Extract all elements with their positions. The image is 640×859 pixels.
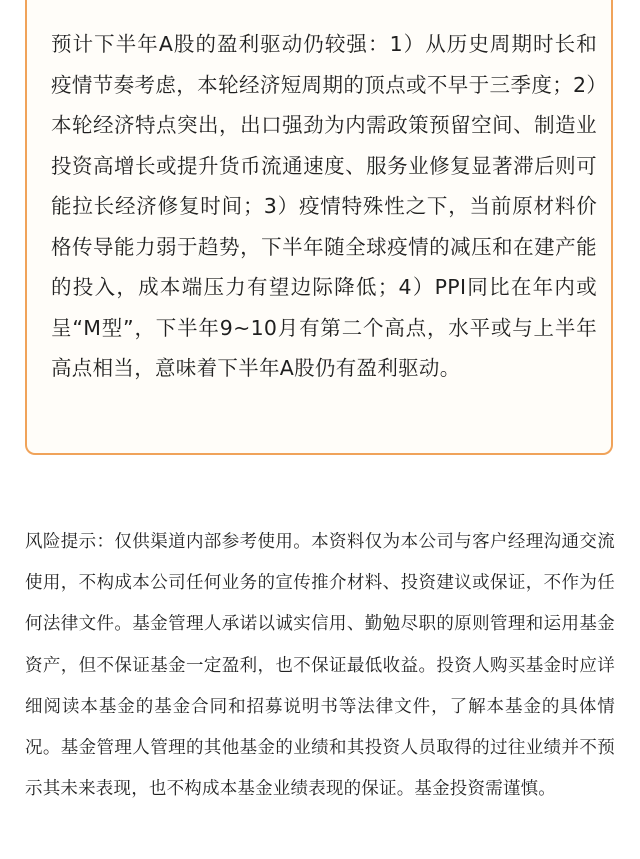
risk-notice-paragraph: 风险提示：仅供渠道内部参考使用。本资料仅为本公司与客户经理沟通交流使用，不构成本公司任何业务的宣传推介材料、投资建议或保证，不作为任何法律文件。基金管理人承诺以诚实信用、勤勉尽职的原则管理和运用基金资产，但不保证基金一定盈利，也不保证最低收益。投资人购买基金时应详细阅读本基金的基金合同和招募说明书等法律文件，了解本基金的具体情况。基金管理人管理的其他基金的业绩和其投资人员取得的过往业绩并不预示其未来表现，也不构成本基金业绩表现的保证。基金投资需谨慎。 <box>25 532 615 800</box>
highlight-box <box>25 0 613 455</box>
highlight-paragraph: 预计下半年A股的盈利驱动仍较强：1）从历史周期时长和疫情节奏考虑，本轮经济短周期的顶点或不早于三季度；2）本轮经济特点突出，出口强劲为内需政策预留空间、制造业投资高增长或提升货币流通速度、服务业修复显著滞后则可能拉长经济修复时间；3）疫情特殊性之下，当前原材料价格传导能力弱于趋势，下半年随全球疫情的减压和在建产能的投入，成本端压力有望边际降低；4）PPI同比在年内或呈“M型”，下半年9~10月有第二个高点，水平或与上半年高点相当，意味着下半年A股仍有盈利驱动。 <box>51 32 597 380</box>
